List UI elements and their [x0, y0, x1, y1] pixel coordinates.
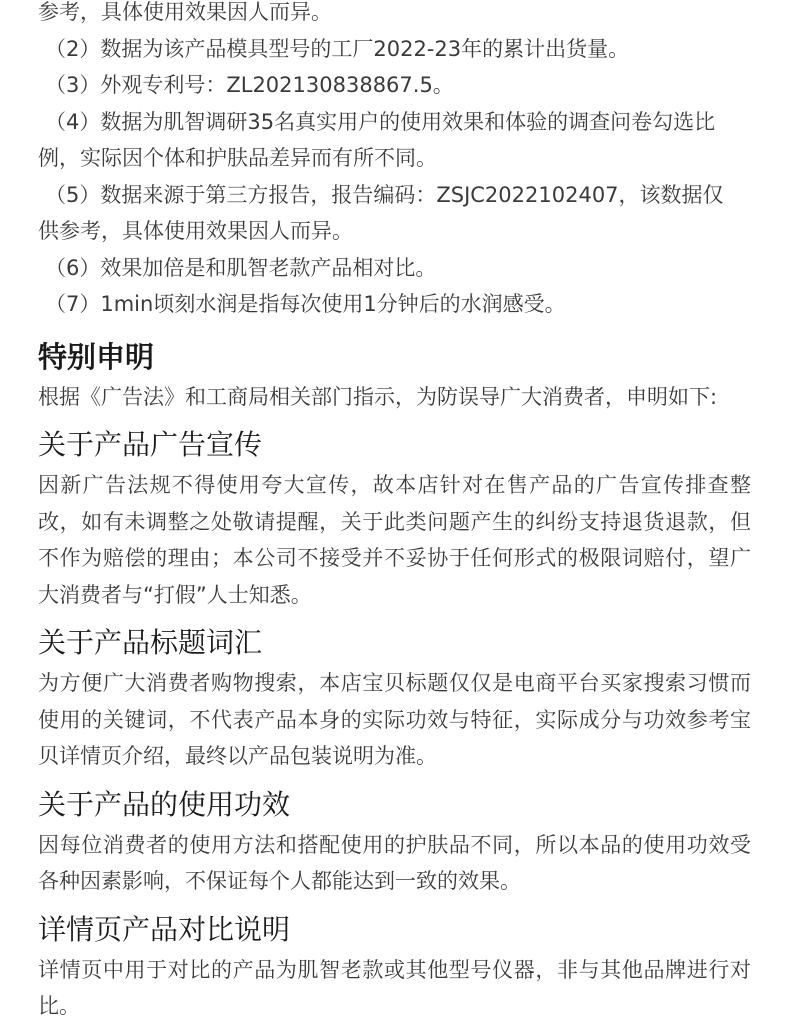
special-statement-heading: 特别申明	[38, 339, 155, 374]
efficacy-heading: 关于产品的使用功效	[38, 787, 291, 821]
efficacy-body: 因每位消费者的使用方法和搭配使用的护肤品不同，所以本品的使用功效受各种因素影响，不保证每个人都能达到一致的效果。	[38, 832, 751, 893]
title-keywords-heading: 关于产品标题词汇	[38, 626, 263, 659]
advertising-body: 因新广告法规不得使用夸大宣传，故本店针对在售产品的广告宣传排查整改，如有未调整之处敬请提醒，关于此类问题产生的纠纷支持退货退款，但不作为赔偿的理由；本公司不接受并不妥协于任何形式的极限词赔付，望广大消费者与“打假”人士知悉。	[38, 473, 751, 607]
title-keywords-body: 为方便广大消费者购物搜索，本店宝贝标题仅仅是电商平台买家搜索习惯而使用的关键词，不代表产品本身的实际功效与特征，实际成分与功效参考宝贝详情页介绍，最终以产品包装说明为准。	[38, 671, 751, 768]
comparison-heading: 详情页产品对比说明	[38, 912, 291, 946]
footnote-line: （3）外观专利号：ZL202130838867.5。	[45, 73, 454, 97]
footnote-line: （7）1min顷刻水润是指每次使用1分钟后的水润感受。	[45, 292, 566, 316]
advertising-heading: 关于产品广告宣传	[38, 428, 263, 461]
footnote-line: （5）数据来源于第三方报告，报告编码：ZSJC2022102407，该数据仅	[45, 182, 724, 207]
comparison-body: 详情页中用于对比的产品为肌智老款或其他型号仪器，非与其他品牌进行对比。	[38, 957, 751, 1018]
footnote-line: 参考，具体使用效果因人而异。	[38, 0, 332, 24]
special-statement-intro: 根据《广告法》和工商局相关部门指示，为防误导广大消费者，申明如下:	[38, 384, 718, 409]
footnote-line: （4）数据为肌智调研35名真实用户的使用效果和体验的调查问卷勾选比	[45, 109, 716, 134]
footnote-line: 例，实际因个体和护肤品差异而有所不同。	[38, 146, 437, 170]
footnotes-list	[38, 0, 751, 323]
footnote-line: 供参考，具体使用效果因人而异。	[38, 219, 353, 243]
footnote-line: （2）数据为该产品模具型号的工厂2022-23年的累计出货量。	[45, 36, 630, 61]
footnote-line: （6）效果加倍是和肌智老款产品相对比。	[45, 255, 437, 280]
